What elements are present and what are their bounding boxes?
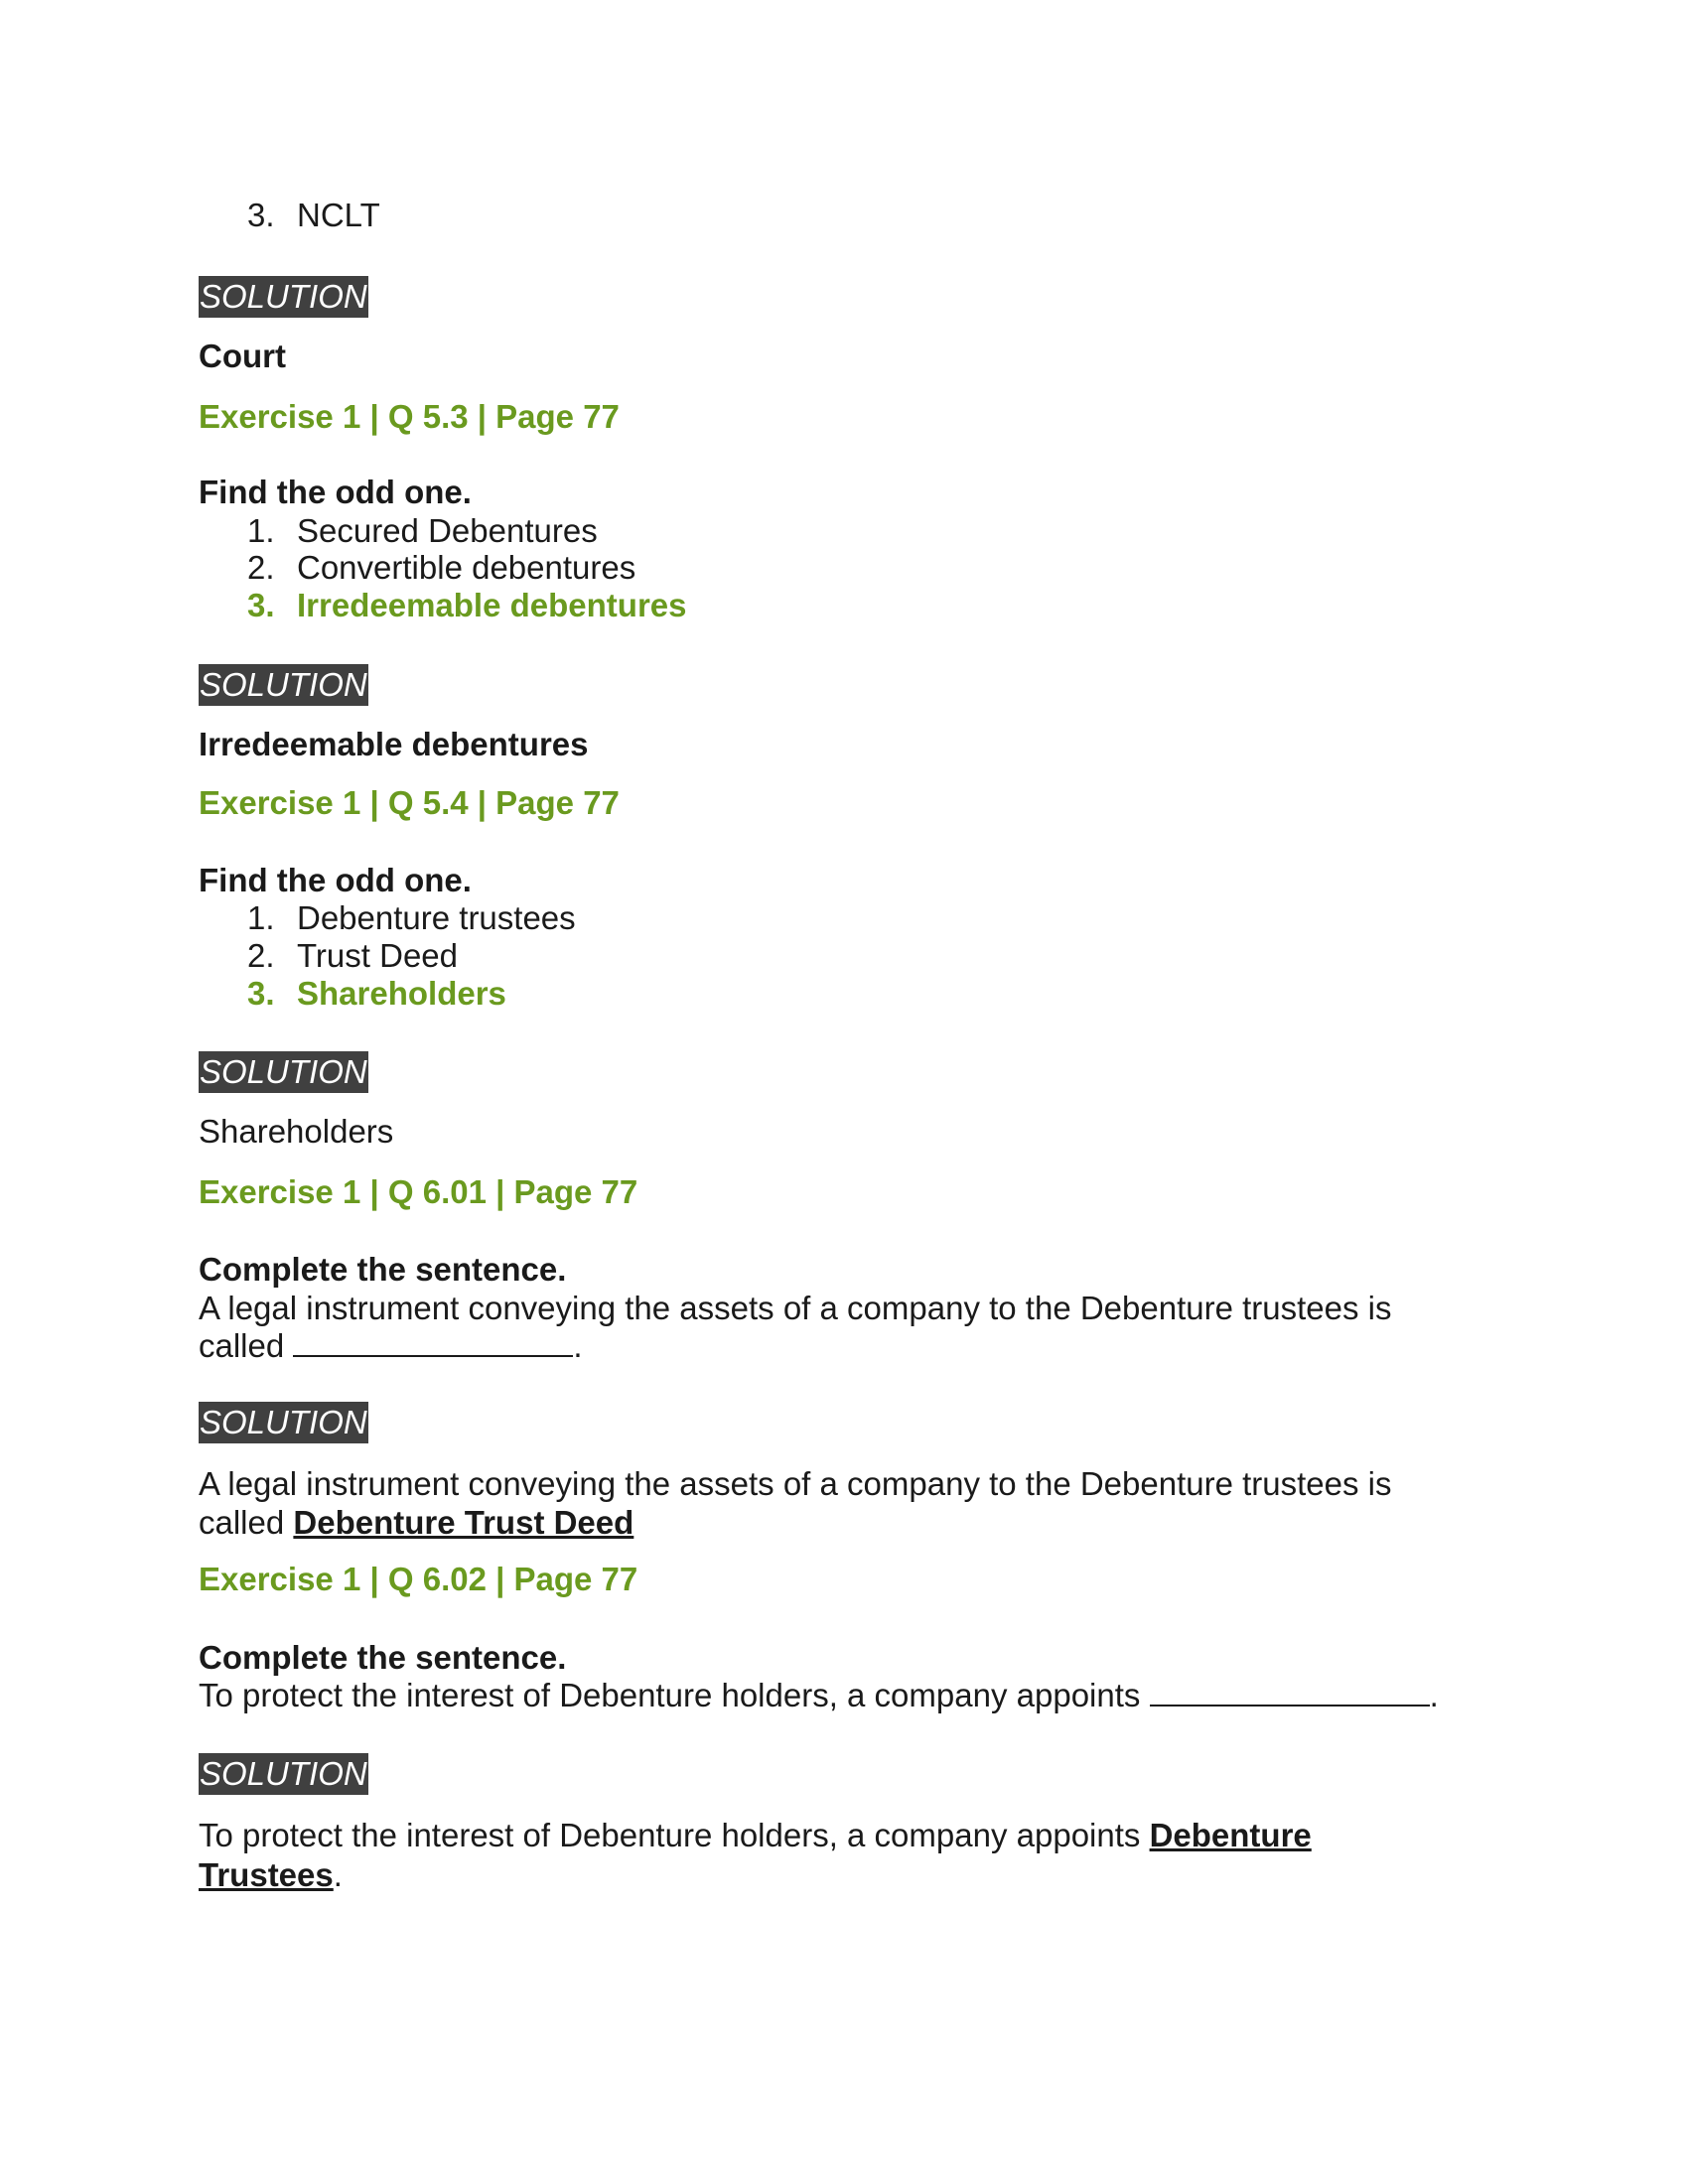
exercise-heading: Exercise 1 | Q 5.3 | Page 77 xyxy=(199,398,620,435)
question-text-part: called xyxy=(199,1327,294,1364)
solution-text: A legal instrument conveying the assets of a company to the Debenture trustees is xyxy=(199,1465,1392,1502)
exercise-heading: Exercise 1 | Q 6.02 | Page 77 xyxy=(199,1561,638,1597)
solution-answer: Debenture Trust Deed xyxy=(293,1504,634,1541)
question-text: A legal instrument conveying the assets of a company to the Debenture trustees is xyxy=(199,1290,1392,1326)
list-number: 3. xyxy=(247,197,275,233)
exercise-heading: Exercise 1 | Q 5.4 | Page 77 xyxy=(199,784,620,821)
solution-answer: Shareholders xyxy=(199,1113,394,1150)
list-item xyxy=(247,898,576,938)
list-text: Secured Debentures xyxy=(297,512,598,549)
question-prompt: Find the odd one. xyxy=(199,862,472,898)
solution-answer: Irredeemable debentures xyxy=(199,726,589,762)
list-number: 3. xyxy=(247,975,275,1012)
question-prompt: Find the odd one. xyxy=(199,474,472,510)
solution-label: SOLUTION xyxy=(199,664,368,706)
exercise-heading: Exercise 1 | Q 6.01 | Page 77 xyxy=(199,1173,638,1210)
list-item xyxy=(247,936,458,976)
question-text xyxy=(199,1326,583,1366)
solution-label: SOLUTION xyxy=(199,1402,368,1443)
list-number: 1. xyxy=(247,512,275,549)
sentence-end: . xyxy=(333,1856,343,1893)
question-text-part: To protect the interest of Debenture holders, a company appoints xyxy=(199,1677,1150,1713)
answer-blank xyxy=(293,1327,573,1357)
list-item-answer xyxy=(247,974,506,1014)
solution-label: SOLUTION xyxy=(199,276,368,318)
solution-text xyxy=(199,1855,343,1895)
list-item xyxy=(247,548,635,588)
list-number: 1. xyxy=(247,899,275,936)
solution-text xyxy=(199,1816,1312,1855)
list-number: 2. xyxy=(247,937,275,974)
list-text: Irredeemable debentures xyxy=(297,587,687,623)
sentence-end: . xyxy=(1429,1677,1439,1713)
solution-text-part: To protect the interest of Debenture holders, a company appoints xyxy=(199,1817,1150,1853)
list-number: 3. xyxy=(247,587,275,623)
list-text: Convertible debentures xyxy=(297,549,636,586)
list-item-answer xyxy=(247,586,687,625)
solution-label: SOLUTION xyxy=(199,1753,368,1795)
list-text: NCLT xyxy=(297,197,380,233)
solution-answer: Trustees xyxy=(199,1856,334,1893)
solution-text xyxy=(199,1503,633,1543)
solution-label: SOLUTION xyxy=(199,1051,368,1093)
sentence-end: . xyxy=(573,1327,583,1364)
question-text xyxy=(199,1676,1439,1715)
solution-answer: Debenture xyxy=(1149,1817,1312,1853)
question-prompt: Complete the sentence. xyxy=(199,1251,567,1288)
list-text: Shareholders xyxy=(297,975,506,1012)
question-prompt: Complete the sentence. xyxy=(199,1639,567,1676)
list-item xyxy=(247,196,380,235)
list-text: Trust Deed xyxy=(297,937,459,974)
list-item xyxy=(247,511,598,551)
list-number: 2. xyxy=(247,549,275,586)
list-text: Debenture trustees xyxy=(297,899,576,936)
solution-answer: Court xyxy=(199,338,286,374)
solution-text-part: called xyxy=(199,1504,294,1541)
answer-blank xyxy=(1150,1677,1430,1706)
